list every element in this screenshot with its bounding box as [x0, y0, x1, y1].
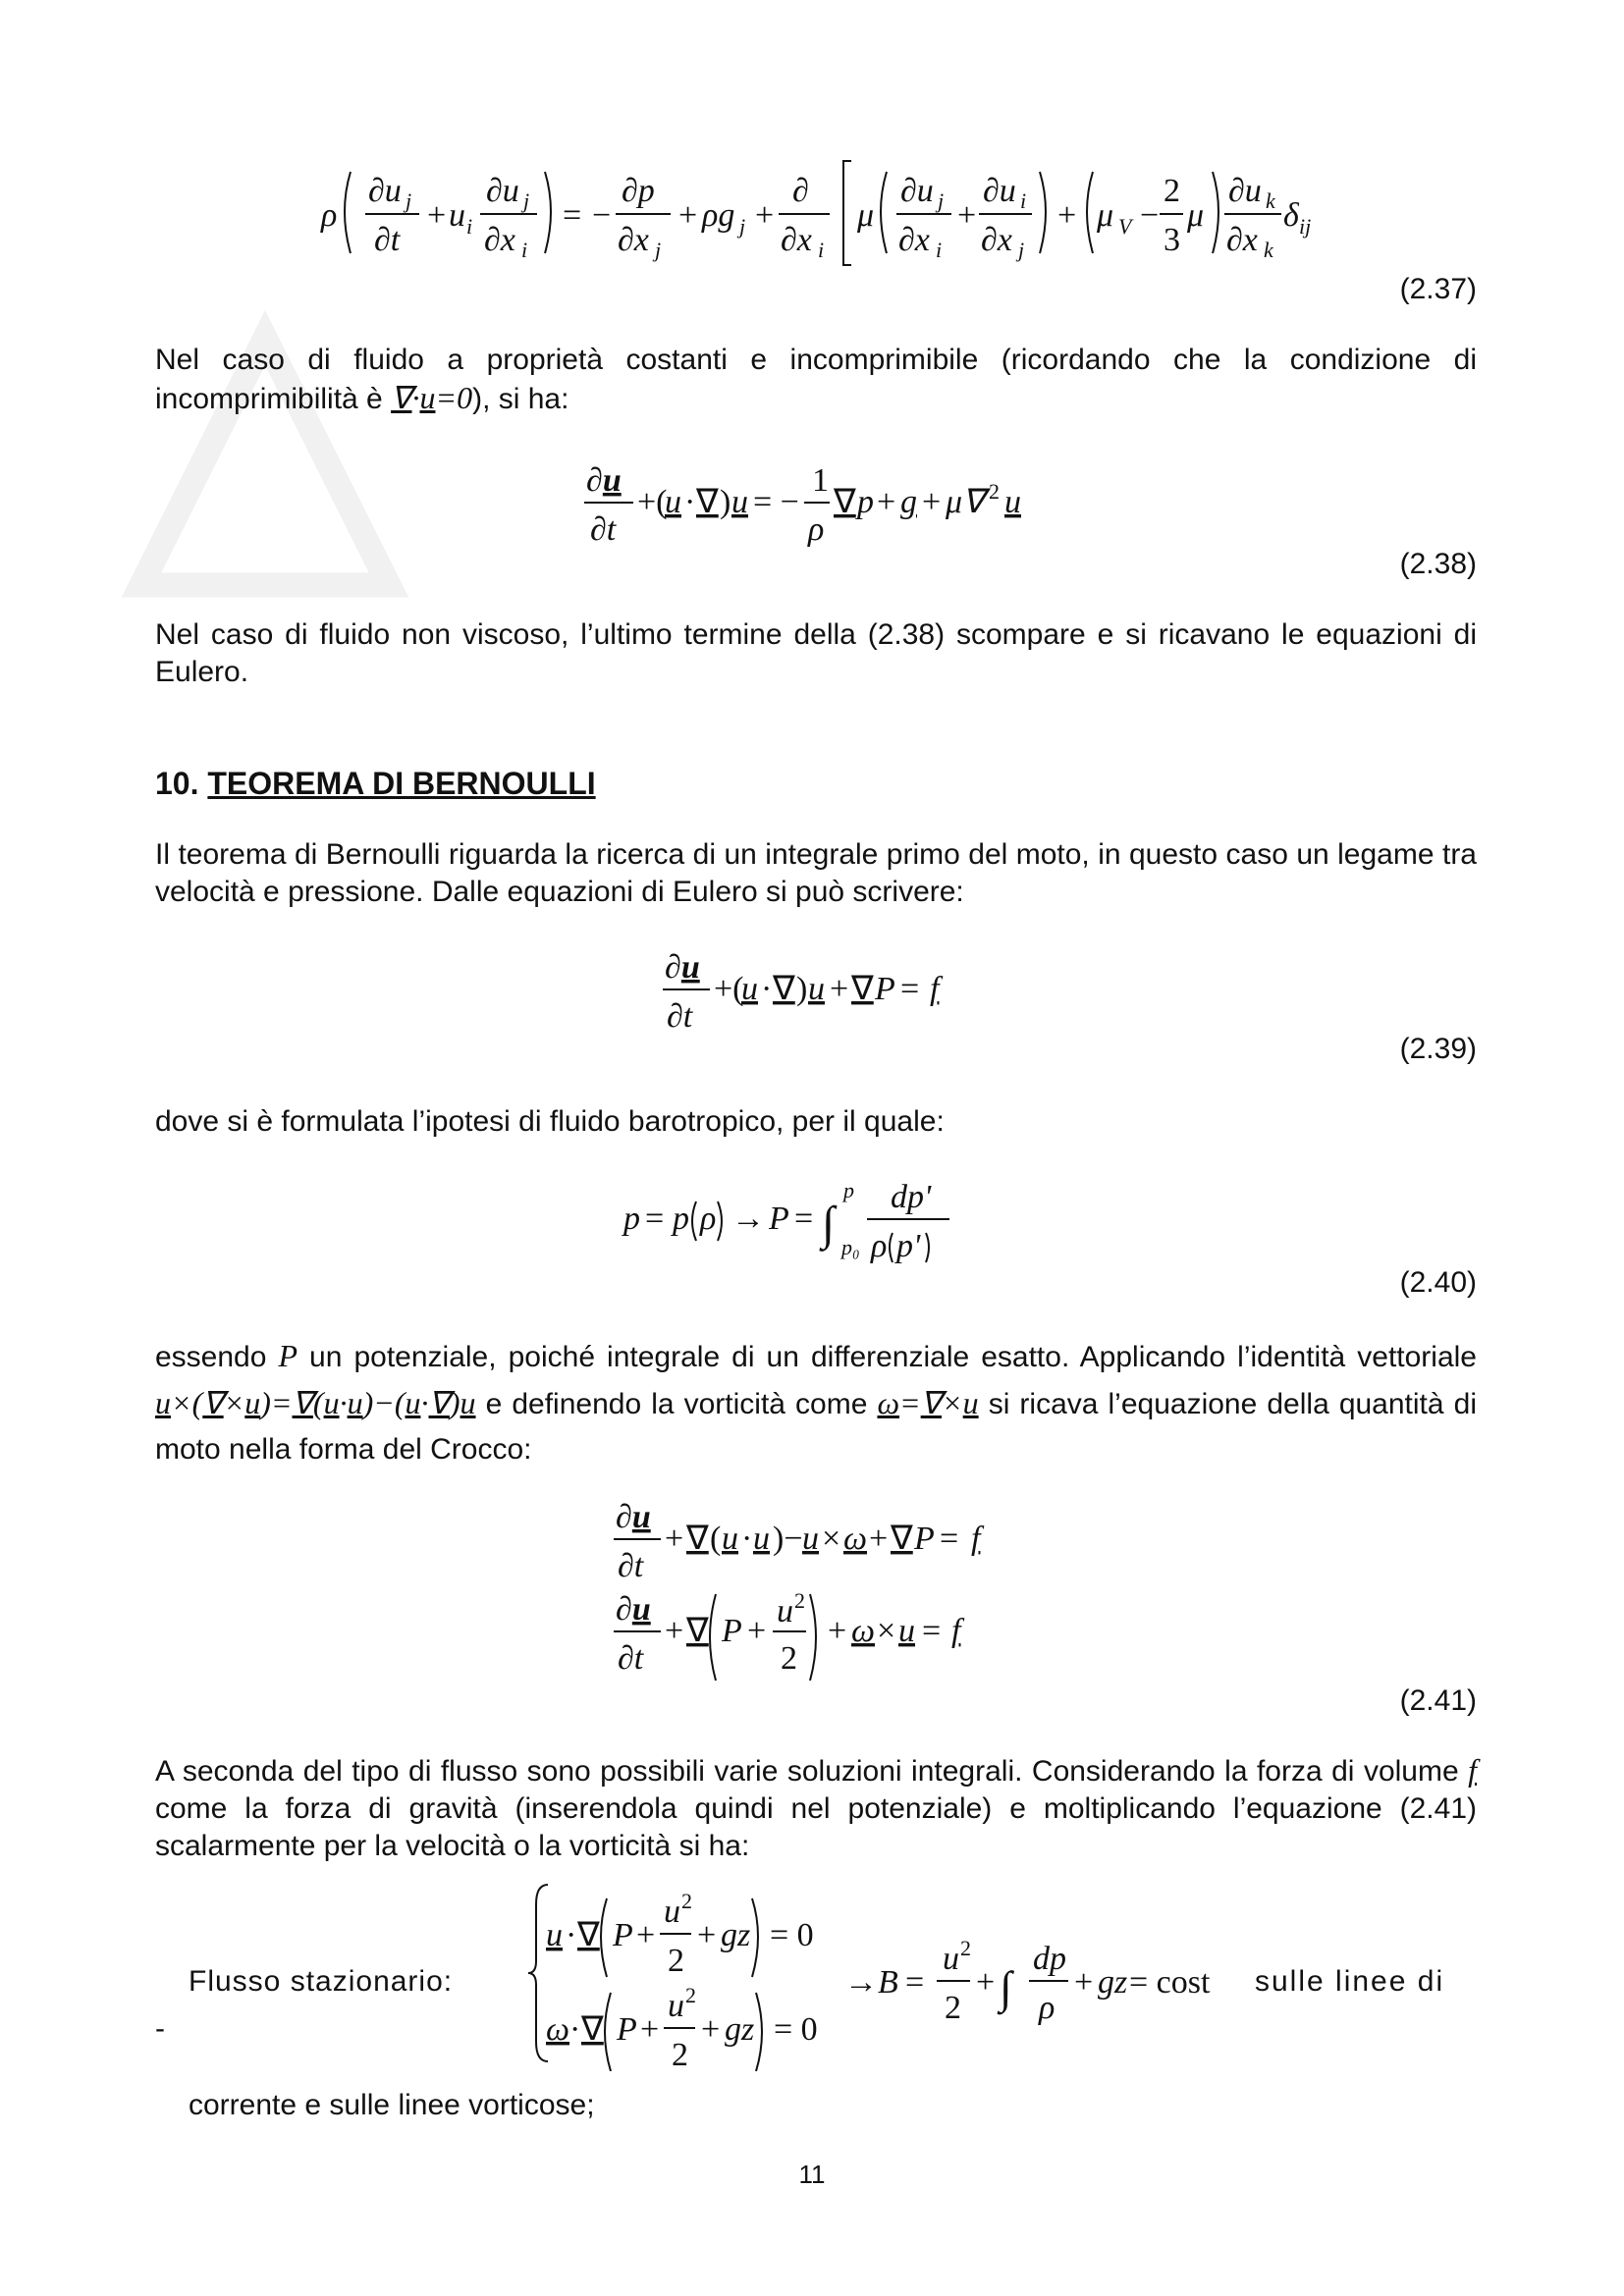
- svg-text:+: +: [957, 197, 977, 234]
- svg-text:p: p: [857, 484, 874, 520]
- svg-text:∇: ∇: [686, 1613, 709, 1649]
- svg-text:u: u: [741, 971, 758, 1007]
- svg-text:∇: ∇: [581, 2011, 604, 2048]
- equation-number-2-41: (2.41): [1399, 1684, 1477, 1717]
- svg-text:P: P: [914, 1521, 935, 1557]
- svg-text:= cost: = cost: [1129, 1964, 1211, 2001]
- svg-text:+: +: [976, 1964, 996, 2001]
- svg-text:μ∇: μ∇: [946, 484, 985, 520]
- svg-text:= 0: = 0: [770, 1917, 814, 1953]
- equation-steady-flow-system: [528, 1875, 1284, 2076]
- svg-text:∂u: ∂u: [983, 173, 1016, 209]
- svg-text:j: j: [739, 214, 746, 239]
- svg-text:∇: ∇: [851, 971, 874, 1007]
- svg-text:ρ: ρ: [871, 1228, 888, 1264]
- svg-text:+: +: [678, 197, 698, 234]
- svg-text:j: j: [406, 188, 412, 213]
- svg-text:+: +: [1057, 197, 1077, 234]
- svg-text:∇: ∇: [577, 1917, 600, 1953]
- svg-text:ω: ω: [843, 1521, 868, 1557]
- paragraph-potential: [155, 1333, 1477, 1472]
- paragraph-text: e definendo la vorticità come: [475, 1388, 878, 1420]
- svg-text:f: f: [971, 1521, 981, 1557]
- svg-text:p₀: p₀: [841, 1235, 860, 1259]
- svg-text:∂: ∂: [792, 173, 809, 209]
- equation-2-39: [0, 942, 1624, 1045]
- svg-text:i: i: [466, 214, 473, 239]
- svg-text:+(: +(: [637, 484, 668, 520]
- equation-number-2-38: (2.38): [1399, 548, 1477, 580]
- svg-text:=: =: [922, 1613, 942, 1649]
- svg-text:+: +: [830, 971, 849, 1007]
- svg-text:u: u: [731, 484, 748, 520]
- svg-text:2: 2: [794, 1588, 805, 1613]
- svg-text:i: i: [521, 238, 528, 262]
- svg-text:2: 2: [685, 1983, 696, 2007]
- page-number: 11: [798, 2160, 826, 2189]
- svg-text:u: u: [808, 971, 825, 1007]
- list-tail-text: sulle linee di: [1255, 1965, 1445, 1998]
- svg-text:u: u: [722, 1521, 738, 1557]
- svg-text:u: u: [1004, 484, 1021, 520]
- svg-text:i: i: [936, 238, 943, 262]
- svg-text:∇: ∇: [773, 971, 795, 1007]
- paragraph-text: si ricava l’equazione della quantità di moto nella forma del Crocco:: [155, 1388, 1477, 1466]
- paragraph-integral-solutions: [155, 1751, 1477, 1865]
- svg-text:ρ: ρ: [808, 511, 825, 548]
- svg-text:+: +: [747, 1613, 767, 1649]
- svg-text:+: +: [828, 1613, 847, 1649]
- svg-text:ω: ω: [546, 2011, 570, 2048]
- svg-text:→: →: [731, 1201, 765, 1237]
- svg-text:∂x: ∂x: [1226, 222, 1258, 258]
- svg-text:∇: ∇: [834, 484, 856, 520]
- svg-text:P: P: [613, 1917, 633, 1953]
- svg-text:+: +: [640, 2011, 660, 2048]
- svg-text:f: f: [951, 1613, 961, 1649]
- svg-text:∂x: ∂x: [781, 222, 812, 258]
- svg-text:∂u: ∂u: [368, 173, 402, 209]
- svg-text:B: B: [878, 1964, 898, 2001]
- svg-text:=: =: [940, 1521, 959, 1557]
- svg-text:2: 2: [945, 1990, 961, 2026]
- svg-text:gz: gz: [725, 2011, 755, 2048]
- svg-text:∂x: ∂x: [898, 222, 930, 258]
- svg-text:=: =: [905, 1964, 925, 2001]
- svg-text:+: +: [427, 197, 447, 234]
- svg-text:P: P: [875, 971, 895, 1007]
- svg-text:u: u: [665, 484, 681, 520]
- svg-text:∂x: ∂x: [484, 222, 515, 258]
- svg-text:u: u: [546, 1917, 563, 1953]
- section-title: TEOREMA DI BERNOULLI: [207, 766, 596, 801]
- svg-text:u: u: [668, 1988, 684, 2024]
- svg-text:p: p: [843, 1178, 854, 1202]
- svg-text:= 0: = 0: [774, 2011, 818, 2048]
- svg-text:∂t: ∂t: [667, 998, 693, 1035]
- equation-2-41: [0, 1492, 1624, 1693]
- svg-text:u: u: [898, 1613, 915, 1649]
- inline-math-identity: u×(∇×u)=∇(u·u)−(u·∇)u: [155, 1385, 476, 1420]
- svg-text:2: 2: [989, 479, 1000, 504]
- svg-text:+: +: [922, 484, 942, 520]
- svg-text:·: ·: [761, 971, 773, 1007]
- svg-text:P: P: [722, 1613, 742, 1649]
- svg-text:∂t: ∂t: [374, 222, 401, 258]
- paragraph-text: A seconda del tipo di flusso sono possibili varie soluzioni integrali. Considerando la forza di volume: [155, 1755, 1469, 1788]
- paragraph-text: Nel caso di fluido a proprietà costanti e incomprimibile (ricordando che la condizione di incomprimibilità è: [155, 344, 1477, 415]
- equation-2-40: [0, 1168, 1624, 1281]
- svg-text:(: (: [710, 1521, 722, 1557]
- svg-text:p: p: [673, 1201, 689, 1237]
- svg-text:μ: μ: [857, 197, 875, 234]
- svg-text:∇: ∇: [686, 1521, 709, 1557]
- svg-text:∇: ∇: [891, 1521, 913, 1557]
- equation-2-37: [0, 147, 1624, 280]
- svg-text:u: u: [777, 1593, 793, 1629]
- svg-text:∂u: ∂u: [1228, 173, 1262, 209]
- svg-text:j: j: [655, 238, 662, 262]
- svg-text:dp: dp: [1033, 1941, 1066, 1977]
- svg-text:2: 2: [1164, 173, 1180, 209]
- svg-text:1: 1: [812, 462, 829, 499]
- svg-text:V: V: [1118, 214, 1132, 239]
- svg-text:gz: gz: [721, 1917, 751, 1953]
- svg-text:ρ: ρ: [1039, 1990, 1056, 2026]
- svg-text:ρ: ρ: [700, 1201, 717, 1237]
- svg-text:ω: ω: [851, 1613, 876, 1649]
- svg-text:u: u: [449, 197, 465, 234]
- svg-text:∂u: ∂u: [586, 462, 622, 499]
- svg-text:2: 2: [681, 1889, 692, 1913]
- svg-text:−: −: [592, 197, 612, 234]
- svg-text:+: +: [701, 2011, 721, 2048]
- svg-text:p: p: [623, 1201, 640, 1237]
- equation-number-2-40: (2.40): [1399, 1266, 1477, 1299]
- section-number: 10.: [155, 766, 199, 801]
- svg-text:ρ: ρ: [321, 197, 338, 234]
- svg-text:=: =: [563, 197, 582, 234]
- svg-text:∂u: ∂u: [900, 173, 934, 209]
- svg-text:∂x: ∂x: [618, 222, 649, 258]
- svg-text:+: +: [697, 1917, 717, 1953]
- svg-text:∂u: ∂u: [616, 1499, 651, 1535]
- svg-text:2: 2: [668, 1943, 684, 1979]
- list-dash: -: [155, 2012, 165, 2045]
- svg-text:μ: μ: [1187, 197, 1205, 234]
- svg-text:u: u: [664, 1894, 680, 1930]
- paragraph-text: essendo: [155, 1341, 279, 1373]
- svg-text:μ: μ: [1097, 197, 1114, 234]
- svg-text:)−: )−: [773, 1521, 803, 1557]
- svg-text:f: f: [930, 971, 940, 1007]
- svg-text:2: 2: [960, 1936, 971, 1960]
- svg-text:+: +: [1074, 1964, 1094, 2001]
- svg-text:∇: ∇: [696, 484, 719, 520]
- svg-text:P: P: [769, 1201, 789, 1237]
- svg-text:ρg: ρg: [702, 197, 735, 234]
- svg-text:×: ×: [877, 1613, 896, 1649]
- svg-text:j: j: [1018, 238, 1025, 262]
- svg-text:g: g: [900, 484, 917, 520]
- svg-text:∂t: ∂t: [618, 1548, 644, 1584]
- svg-text:p': p': [896, 1228, 921, 1264]
- svg-text:=: =: [645, 1201, 665, 1237]
- paragraph-text: un potenziale, poiché integrale di un differenziale esatto. Applicando l’identità vettoriale: [298, 1341, 1477, 1373]
- svg-text:dp': dp': [891, 1179, 932, 1215]
- svg-text:j: j: [523, 188, 530, 213]
- inline-symbol-f: f: [1468, 1752, 1477, 1788]
- svg-text:+: +: [869, 1521, 889, 1557]
- svg-text:∂u: ∂u: [486, 173, 519, 209]
- svg-text:∫: ∫: [822, 1198, 836, 1250]
- svg-text:+(: +(: [714, 971, 744, 1007]
- svg-text:2: 2: [672, 2037, 688, 2071]
- svg-text:i: i: [818, 238, 825, 262]
- equation-number-2-39: (2.39): [1399, 1033, 1477, 1065]
- svg-text:∂u: ∂u: [665, 949, 700, 986]
- paragraph-incompressible: [155, 342, 1477, 418]
- svg-text:∂x: ∂x: [981, 222, 1012, 258]
- paragraph-inviscid: Nel caso di fluido non viscoso, l’ultimo termine della (2.38) scompare e si ricavano le equazioni di Eulero.: [155, 618, 1477, 688]
- list-label-steady-flow: Flusso stazionario:: [189, 1965, 454, 1998]
- svg-text:u: u: [943, 1941, 959, 1977]
- svg-text:): ): [796, 971, 808, 1007]
- svg-text:3: 3: [1164, 222, 1180, 258]
- svg-text:k: k: [1264, 238, 1273, 262]
- svg-text:·: ·: [684, 484, 696, 520]
- svg-text:·: ·: [569, 2011, 581, 2048]
- svg-text:∂t: ∂t: [618, 1640, 644, 1677]
- svg-text:∂t: ∂t: [590, 511, 617, 548]
- svg-text:·: ·: [566, 1917, 577, 1953]
- svg-text:×: ×: [822, 1521, 841, 1557]
- svg-text:+: +: [665, 1613, 684, 1649]
- paragraph-text-tail: ), si ha:: [472, 383, 569, 415]
- svg-text:→: →: [844, 1964, 878, 2001]
- svg-text:+: +: [665, 1521, 684, 1557]
- paragraph-barotropic: dove si è formulata l’ipotesi di fluido barotropico, per il quale:: [155, 1105, 945, 1138]
- svg-text:−: −: [1140, 197, 1160, 234]
- svg-text:): ): [720, 484, 731, 520]
- svg-text:+: +: [755, 197, 775, 234]
- svg-text:2: 2: [781, 1640, 797, 1677]
- paragraph-bernoulli-intro: Il teorema di Bernoulli riguarda la ricerca di un integrale primo del moto, in questo caso un legame tra velocità e pressione. Dalle equazioni di Eulero si può scrivere:: [155, 838, 1477, 908]
- svg-text:u: u: [802, 1521, 819, 1557]
- svg-text:k: k: [1266, 188, 1275, 213]
- svg-text:j: j: [938, 188, 945, 213]
- svg-text:δ: δ: [1283, 197, 1299, 234]
- svg-text:+: +: [877, 484, 896, 520]
- equation-2-38: [0, 452, 1624, 564]
- svg-text:i: i: [1020, 188, 1027, 213]
- equation-number-2-37: (2.37): [1399, 273, 1477, 305]
- list-continuation: corrente e sulle linee vorticose;: [189, 2089, 595, 2121]
- paragraph-text: come la forza di gravità (inserendola quindi nel potenziale) e moltiplicando l’equazione (2.41) scalarmente per la velocità o la vorticità si ha:: [155, 1792, 1477, 1862]
- svg-text:= −: = −: [753, 484, 799, 520]
- svg-text:u: u: [753, 1521, 770, 1557]
- svg-text:=: =: [900, 971, 920, 1007]
- svg-text:∫: ∫: [1000, 1962, 1012, 2012]
- svg-text:=: =: [794, 1201, 814, 1237]
- svg-text:∂p: ∂p: [622, 173, 655, 209]
- section-heading: [155, 766, 596, 802]
- svg-text:+: +: [636, 1917, 656, 1953]
- inline-symbol-P: P: [278, 1338, 298, 1373]
- svg-text:P: P: [617, 2011, 637, 2048]
- svg-text:ij: ij: [1299, 214, 1312, 239]
- svg-text:·: ·: [741, 1521, 753, 1557]
- inline-math-vorticity: ω=∇×u: [877, 1385, 979, 1420]
- svg-text:∂u: ∂u: [616, 1591, 651, 1628]
- svg-text:gz: gz: [1098, 1964, 1128, 2001]
- inline-math-divergence: ∇·u=0: [391, 380, 473, 415]
